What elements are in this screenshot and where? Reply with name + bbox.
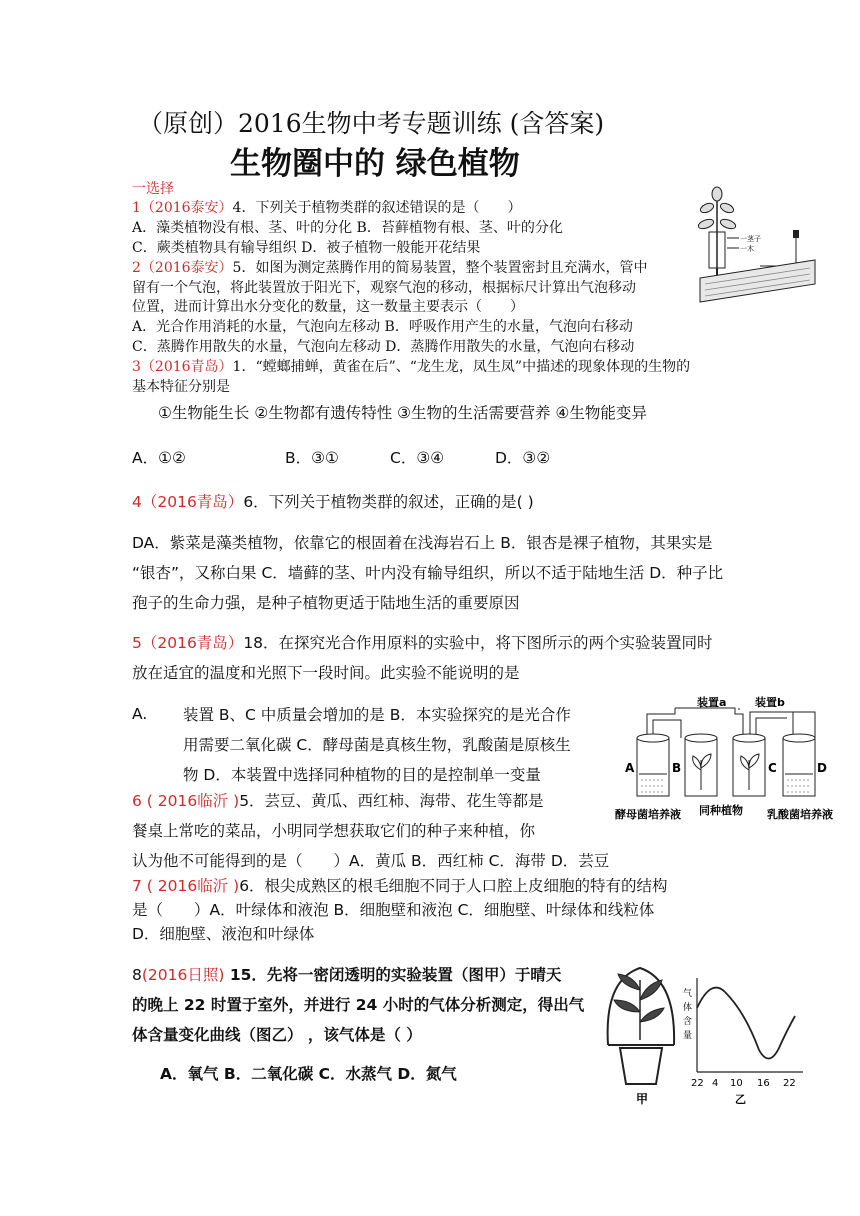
question-7 xyxy=(132,874,772,946)
question-6-stem-line3: 认为他不可能得到的是（ ）A．黄瓜 B．西红柿 C．海带 D．芸豆 xyxy=(132,852,610,870)
question-4-option-line2: “银杏”，又称白果 C．墙藓的茎、叶内没有输导组织，所以不适于陆地生活 D．种子比 xyxy=(132,564,724,582)
question-2-stem-line3: 位置，进而计算出水分变化的数量，这一数量主要表示（ ） xyxy=(132,299,524,315)
figure-label-d: D xyxy=(817,761,827,775)
figure-lactic-label: 乳酸菌培养液 xyxy=(767,808,833,821)
question-5-stem-line1: 18．在探究光合作用原料的实验中，将下图所示的两个实验装置同时 xyxy=(243,634,713,652)
question-4-option-line3: 孢子的生命力强，是种子植物更适于陆地生活的重要原因 xyxy=(132,594,520,612)
question-8-stem-line1: 15．先将一密闭透明的实验装置（图甲）于晴天 xyxy=(229,966,562,984)
question-3-tag: 3（2016青岛） xyxy=(132,359,233,375)
question-3-option-a: A．①② xyxy=(132,449,186,467)
question-2-stem-line1: 5．如图为测定蒸腾作用的简易装置，整个装置密封且充满水，管中 xyxy=(232,260,648,276)
question-8-stem-line2: 的晚上 22 时置于室外，并进行 24 小时的气体分析测定，得出气 xyxy=(132,996,585,1014)
question-3-option-c: C．③④ xyxy=(390,449,445,467)
question-5-option-label: A. xyxy=(132,705,148,723)
figure-label-b: B xyxy=(672,761,682,775)
figure-yi-label: 乙 xyxy=(735,1093,746,1106)
figure-label-a: A xyxy=(625,761,635,775)
question-5-option-line2: 用需要二氧化碳 C．酵母菌是真核生物，乳酸菌是原核生 xyxy=(183,736,571,754)
question-5-option-line3: 物 D．本装置中选择同种植物的目的是控制单一变量 xyxy=(183,766,541,784)
figure-device-a-label: 装置a xyxy=(697,696,727,709)
question-4-stem: 6．下列关于植物类群的叙述，正确的是( ) xyxy=(243,493,534,511)
question-7-stem-line3: D．细胞壁、液泡和叶绿体 xyxy=(132,925,315,943)
question-5-tag: 5（2016青岛） xyxy=(132,634,244,652)
question-3-choices: ①生物能生长 ②生物都有遗传特性 ③生物的生活需要营养 ④生物能变异 xyxy=(158,404,647,422)
question-2-stem-line2: 留有一个气泡，将此装置放于阳光下，观察气泡的移动，根据标尺计算出气泡移动 xyxy=(132,280,636,296)
chart-xtick-4: 4 xyxy=(712,1078,719,1089)
question-4-tag: 4（2016青岛） xyxy=(132,493,244,511)
question-5 xyxy=(132,628,772,688)
chart-ylabel-2: 体 xyxy=(683,1003,693,1013)
question-2-option-ab: A．光合作用消耗的水量，气泡向左移动 B．呼吸作用产生的水量，气泡向右移动 xyxy=(132,319,633,335)
document-title: 生物圈中的 绿色植物 xyxy=(230,146,520,182)
figure-label-2: 一木 xyxy=(740,245,754,253)
figure-yeast-label: 酵母菌培养液 xyxy=(615,808,681,821)
chart-xtick-10: 10 xyxy=(730,1078,743,1089)
question-2-tag: 2（2016泰安） xyxy=(132,260,233,276)
question-3-stem-line2: 基本特征分别是 xyxy=(132,379,230,395)
section-heading: 一选择 xyxy=(132,181,174,197)
question-3-option-d: D．③② xyxy=(495,449,551,467)
question-2 xyxy=(132,259,647,279)
question-6-stem-line1: 5．芸豆、黄瓜、西红柿、海带、花生等都是 xyxy=(239,792,544,810)
chart-xtick-16: 16 xyxy=(757,1078,770,1089)
question-6 xyxy=(132,786,692,876)
question-8-options: A．氧气 B．二氧化碳 C．水蒸气 D．氮气 xyxy=(160,1065,457,1083)
question-7-tag: 7 ( 2016临沂 ) xyxy=(132,877,240,895)
question-7-stem-line2: 是（ ）A．叶绿体和液泡 B．细胞壁和液泡 C．细胞壁、叶绿体和线粒体 xyxy=(132,901,655,919)
chart-ylabel-1: 气 xyxy=(683,989,693,999)
question-1-option-cd: C．蕨类植物具有输导组织 D．被子植物一般能开花结果 xyxy=(132,240,481,256)
chart-xtick-22a: 22 xyxy=(691,1078,704,1089)
question-4 xyxy=(132,490,534,512)
question-8-number: 8 xyxy=(132,966,142,984)
question-8-stem-line3: 体含量变化曲线（图乙） ，该气体是（ ） xyxy=(132,1026,422,1044)
gas-curve xyxy=(697,988,795,1059)
question-1-option-ab: A．藻类植物没有根、茎、叶的分化 B．苔藓植物有根、茎、叶的分化 xyxy=(132,220,563,236)
question-3 xyxy=(132,358,690,378)
document-subtitle: （原创）2016生物中考专题训练 (含答案) xyxy=(138,109,605,138)
figure-device-b-label: 装置b xyxy=(755,696,785,709)
chart-xtick-22b: 22 xyxy=(783,1078,796,1089)
question-4-option-line1: DA．紫菜是藻类植物，依靠它的根固着在浅海岩石上 B．银杏是裸子植物，其果实是 xyxy=(132,534,713,552)
figure-label-c: C xyxy=(768,761,777,775)
figure-label-1: 一茎子 xyxy=(740,235,761,243)
question-6-tag: 6 ( 2016临沂 ) xyxy=(132,792,240,810)
question-3-option-b: B．③① xyxy=(285,449,339,467)
question-5-stem-line2: 放在适宜的温度和光照下一段时间。此实验不能说明的是 xyxy=(132,664,520,682)
question-6-stem-line2: 餐桌上常吃的菜品，小明同学想获取它们的种子来种植，你 xyxy=(132,822,536,840)
question-8-tag: (2016日照) xyxy=(141,966,225,984)
question-2-option-cd: C．蒸腾作用散失的水量，气泡向左移动 D．蒸腾作用散失的水量，气泡向右移动 xyxy=(132,339,635,355)
question-1-stem: 4．下列关于植物类群的叙述错误的是（ ） xyxy=(232,200,522,216)
question-5-options xyxy=(183,700,603,790)
question-3-stem-line1: 1．“螳螂捕蝉，黄雀在后”、“龙生龙，凤生凤”中描述的现象体现的生物的 xyxy=(232,359,691,375)
question-1 xyxy=(132,199,521,219)
question-8 xyxy=(132,960,602,1050)
chart-ylabel-4: 量 xyxy=(683,1031,693,1041)
question-5-option-line1: 装置 B、C 中质量会增加的是 B．本实验探究的是光合作 xyxy=(183,706,571,724)
transpiration-apparatus-figure xyxy=(695,180,820,305)
question-1-tag: 1（2016泰安） xyxy=(132,200,233,216)
gas-content-chart xyxy=(675,960,810,1110)
question-4-options xyxy=(132,528,772,618)
question-7-stem-line1: 6．根尖成熟区的根毛细胞不同于人口腔上皮细胞的特有的结构 xyxy=(239,877,668,895)
chart-ylabel-3: 含 xyxy=(683,1017,693,1027)
figure-plant-label: 同种植物 xyxy=(699,804,743,817)
figure-jia-label: 甲 xyxy=(636,1092,649,1106)
